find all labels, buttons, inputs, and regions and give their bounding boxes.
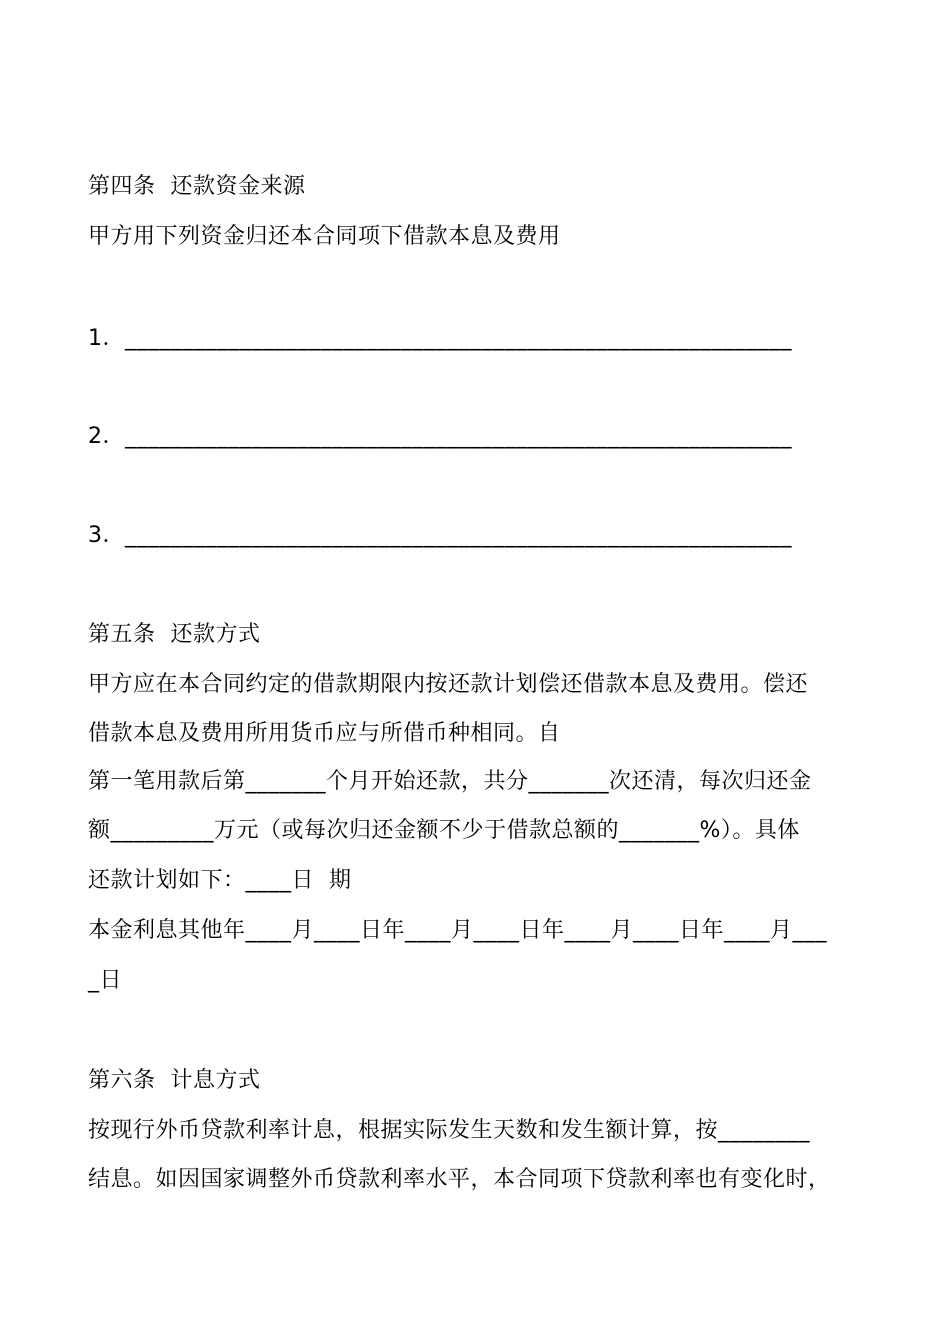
funding-source-line-2: 2．__________________________________________________________ xyxy=(88,424,792,449)
funding-source-line-1: 1．__________________________________________________________ xyxy=(88,326,792,351)
article-5-line-2: 借款本息及费用所用货币应与所借币种相同。自 xyxy=(88,721,561,746)
article-6-line-1: 按现行外币贷款利率计息，根据实际发生天数和发生额计算，按________ xyxy=(88,1118,811,1143)
article-5-line-5: 还款计划如下：____日 期 xyxy=(88,868,352,893)
article-6-heading: 第六条 计息方式 xyxy=(88,1068,261,1093)
article-5-line-3: 第一笔用款后第_______个月开始还款，共分_______次还清，每次归还金 xyxy=(88,769,812,794)
article-5-line-6: 本金利息其他年____月____日年____月____日年____月____日年____月___ xyxy=(88,918,828,943)
article-5-line-7: _日 xyxy=(88,968,123,993)
article-4-heading: 第四条 还款资金来源 xyxy=(88,174,306,199)
article-4-intro: 甲方用下列资金归还本合同项下借款本息及费用 xyxy=(88,224,561,249)
article-5-line-1: 甲方应在本合同约定的借款期限内按还款计划偿还借款本息及费用。偿还 xyxy=(88,672,809,697)
article-5-heading: 第五条 还款方式 xyxy=(88,622,261,647)
funding-source-line-3: 3．__________________________________________________________ xyxy=(88,523,792,548)
article-5-line-4: 额_________万元（或每次归还金额不少于借款总额的_______%）。具体 xyxy=(88,818,800,843)
article-6-line-2: 结息。如因国家调整外币贷款利率水平，本合同项下贷款利率也有变化时， xyxy=(88,1167,831,1192)
